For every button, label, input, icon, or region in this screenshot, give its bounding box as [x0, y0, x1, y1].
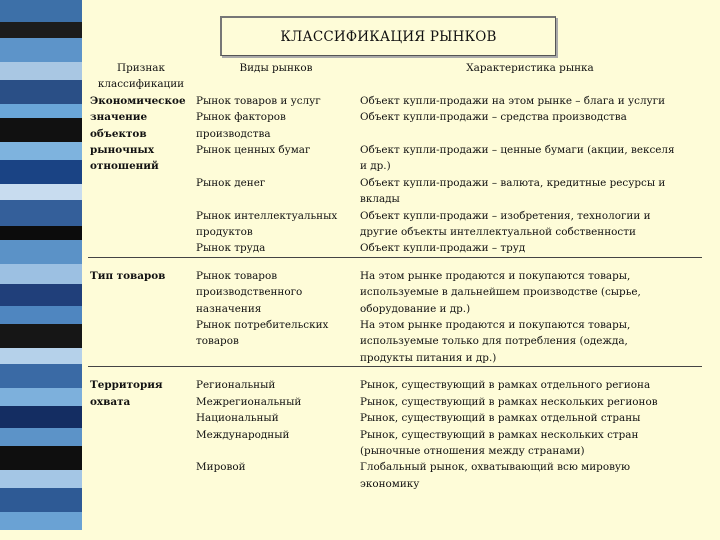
char-line: Объект купли-продажи на этом рынке – блага и услуги [360, 94, 666, 107]
characteristics-cell [358, 93, 702, 258]
characteristics-cell [358, 257, 702, 366]
char-line: экономику [360, 477, 420, 490]
char-line: другие объекты интеллектуальной собственности [360, 226, 636, 239]
criterion-line: рыночных [90, 144, 155, 157]
char-line: Рынок, существующий в рамках отдельного региона [360, 379, 651, 392]
type-line: Рынок интеллектуальных [196, 209, 338, 222]
type-line: Рынок ценных бумаг [196, 144, 311, 157]
criterion-line: отношений [90, 160, 159, 173]
header-criterion [88, 60, 194, 93]
char-line: Глобальный рынок, охватывающий всю мировую [360, 461, 631, 474]
type-line: Рынок потребительских [196, 319, 329, 332]
table-row-economic [88, 93, 702, 258]
types-cell [194, 367, 358, 492]
type-line: производства [196, 127, 271, 140]
types-cell [194, 93, 358, 258]
criterion-line: объектов [90, 127, 147, 140]
header-criterion-line: классификации [97, 78, 185, 91]
char-line: вклады [360, 193, 400, 206]
header-criterion-line: Признак [117, 62, 165, 74]
char-line: На этом рынке продаются и покупаются товары, [360, 319, 631, 332]
char-line: и др.) [360, 160, 391, 173]
char-line: Объект купли-продажи – валюта, кредитные ресурсы и [360, 176, 666, 189]
type-line: Рынок труда [196, 242, 266, 255]
type-line: назначения [196, 302, 262, 315]
type-line: Рынок товаров и услуг [196, 94, 321, 107]
char-line: (рыночные отношения между странами) [360, 444, 585, 457]
char-line: Рынок, существующий в рамках нескольких стран [360, 428, 639, 441]
criterion-line: значение [90, 111, 148, 124]
type-line: Мировой [196, 461, 246, 474]
char-line: Рынок, существующий в рамках отдельной страны [360, 412, 641, 425]
char-line: Объект купли-продажи – ценные бумаги (акции, векселя [360, 144, 675, 157]
char-line: используемые только для потребления (одежда, [360, 335, 628, 348]
criterion-line: Экономическое [90, 94, 186, 107]
header-characteristics: Характеристика рынка [466, 62, 594, 74]
table-row-goods-type [88, 257, 702, 366]
char-line: продукты питания и др.) [360, 351, 497, 364]
type-line: Международный [196, 428, 290, 441]
header-types: Виды рынков [239, 62, 313, 74]
criterion-cell [88, 257, 194, 366]
criterion-line: Тип товаров [90, 269, 166, 282]
spacer [360, 126, 700, 142]
type-line: товаров [196, 335, 239, 348]
page-title: КЛАССИФИКАЦИЯ РЫНКОВ [220, 16, 556, 56]
criterion-line: Территория [90, 379, 163, 392]
char-line: Рынок, существующий в рамках нескольких регионов [360, 395, 658, 408]
type-line: Межрегиональный [196, 395, 302, 408]
types-cell [194, 257, 358, 366]
char-line: На этом рынке продаются и покупаются товары, [360, 269, 631, 282]
table-header-row [88, 60, 702, 93]
type-line: Рынок факторов [196, 111, 286, 124]
char-line: оборудование и др.) [360, 302, 471, 315]
classification-table [88, 60, 702, 492]
type-line: Рынок товаров [196, 269, 278, 282]
char-line: Объект купли-продажи – изобретения, технологии и [360, 209, 651, 222]
type-line: Национальный [196, 412, 279, 425]
type-line: продуктов [196, 226, 253, 239]
decorative-stripes [0, 0, 82, 540]
criterion-line: охвата [90, 395, 131, 408]
char-line: Объект купли-продажи – труд [360, 242, 526, 255]
characteristics-cell [358, 367, 702, 492]
spacer [196, 443, 356, 459]
criterion-cell [88, 367, 194, 492]
type-line: Региональный [196, 379, 276, 392]
criterion-cell [88, 93, 194, 258]
type-line: производственного [196, 286, 303, 299]
spacer [196, 158, 356, 174]
type-line: Рынок денег [196, 176, 266, 189]
spacer [196, 191, 356, 207]
char-line: используемые в дальнейшем производстве (сырье, [360, 286, 641, 299]
char-line: Объект купли-продажи – средства производства [360, 111, 627, 124]
table-row-territory [88, 367, 702, 492]
